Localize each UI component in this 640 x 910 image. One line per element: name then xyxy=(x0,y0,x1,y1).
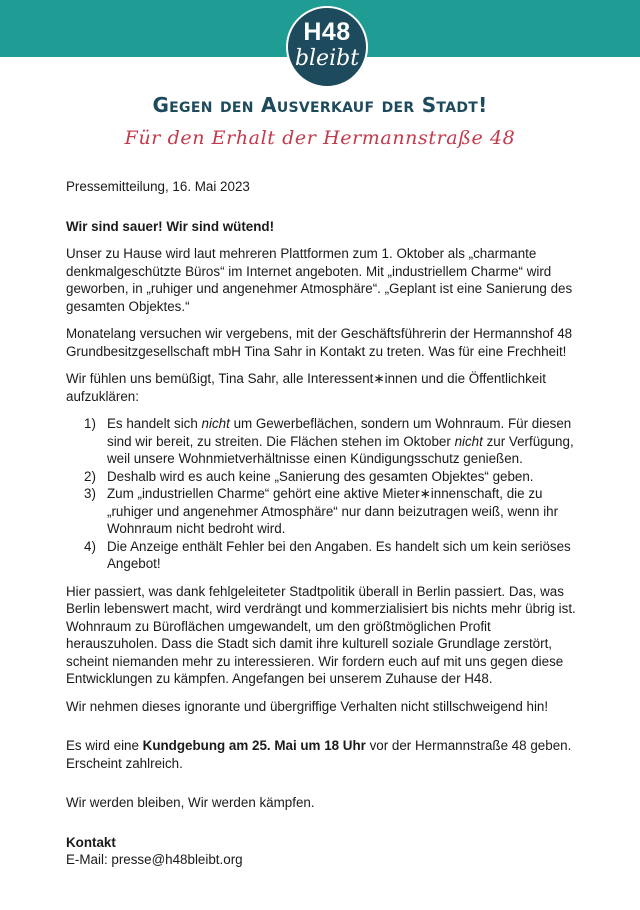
paragraph-5: Wir nehmen dieses ignorante und übergriffige Verhalten nicht stillschweigend hin! xyxy=(66,698,549,714)
paragraph-7: Wir werden bleiben, Wir werden kämpfen. xyxy=(66,795,315,810)
paragraph-1: Unser zu Hause wird laut mehreren Plattformen zum 1. Oktober als „charmante denkmalgeschützte Büros“ im Internet angeboten. Mit „industriellem Charme“ wird geworben, in „ruhiger und angenehmer Atmosphäre“. „Geplant ist eine Sanierung des gesamten Objektes.“ xyxy=(66,246,573,314)
press-release-body xyxy=(66,178,586,869)
h48-bleibt-logo xyxy=(286,6,368,88)
headline: Gegen den Ausverkauf der Stadt! xyxy=(152,93,488,117)
paragraph-3: Wir fühlen uns bemüßigt, Tina Sahr, alle Interessent∗innen und die Öffentlichkeit aufzuklären: xyxy=(66,371,546,404)
list-item: 4) Die Anzeige enthält Fehler bei den Angaben. Es handelt sich um kein seriöses Angebot! xyxy=(84,538,571,571)
date-line: Pressemitteilung, 16. Mai 2023 xyxy=(66,179,250,194)
paragraph-2: Monatelang versuchen wir vergebens, mit der Geschäftsführerin der Hermannshof 48 Grundbesitzgesellschaft mbH Tina Sahr in Kontakt zu treten. Was für eine Frechheit! xyxy=(66,326,573,359)
paragraph-4: Hier passiert, was dank fehlgeleiteter Stadtpolitik überall in Berlin passiert. Das, was Berlin lebenswert macht, wird verdrängt und kommerzialisiert bis nichts mehr übrig ist. Wohnraum zu Büroflächen umgewandelt, um den größtmöglichen Profit herauszuholen. Dass die Stadt sich damit ihre kulturell soziale Grundlage zerstört, scheint niemanden mehr zu interessieren. Wir fordern euch auf mit uns gegen diese Entwicklungen zu kämpfen. Angefangen bei unserem Zuhause der H48. xyxy=(66,583,576,686)
list-item: 2) Deshalb wird es auch keine „Sanierung des gesamten Objektes“ geben. xyxy=(84,468,534,484)
subline: Für den Erhalt der Hermannstraße 48 xyxy=(124,127,516,149)
paragraph-6: Es wird eine Kundgebung am 25. Mai um 18 Uhr vor der Hermannstraße 48 geben. Erscheint zahlreich. xyxy=(66,738,572,771)
logo-bottom-text: bleibt xyxy=(294,46,360,71)
rally-info: Kundgebung am 25. Mai um 18 Uhr xyxy=(142,738,366,753)
logo-top-text: H48 xyxy=(303,18,351,46)
claims-list xyxy=(66,415,586,573)
list-item: 1) Es handelt sich nicht um Gewerbeflächen, sondern um Wohnraum. Für diesen sind wir bereit, zu streiten. Die Flächen stehen im Oktober nicht zur Verfügung, weil unsere Wohnmietverhältnisse einen Kündigungsschutz genießen. xyxy=(84,416,574,466)
contact-title: Kontakt xyxy=(66,834,116,850)
lead-statement: Wir sind sauer! Wir sind wütend! xyxy=(66,218,275,234)
list-item: 3) Zum „industriellen Charme“ gehört eine aktive Mieter∗innenschaft, die zu „ruhiger und angenehmer Atmosphäre“ nur dann beizutragen weiß, wenn ihr Wohnraum nicht bedroht wird. xyxy=(84,486,559,536)
contact-email: E-Mail: presse@h48bleibt.org xyxy=(66,852,243,867)
